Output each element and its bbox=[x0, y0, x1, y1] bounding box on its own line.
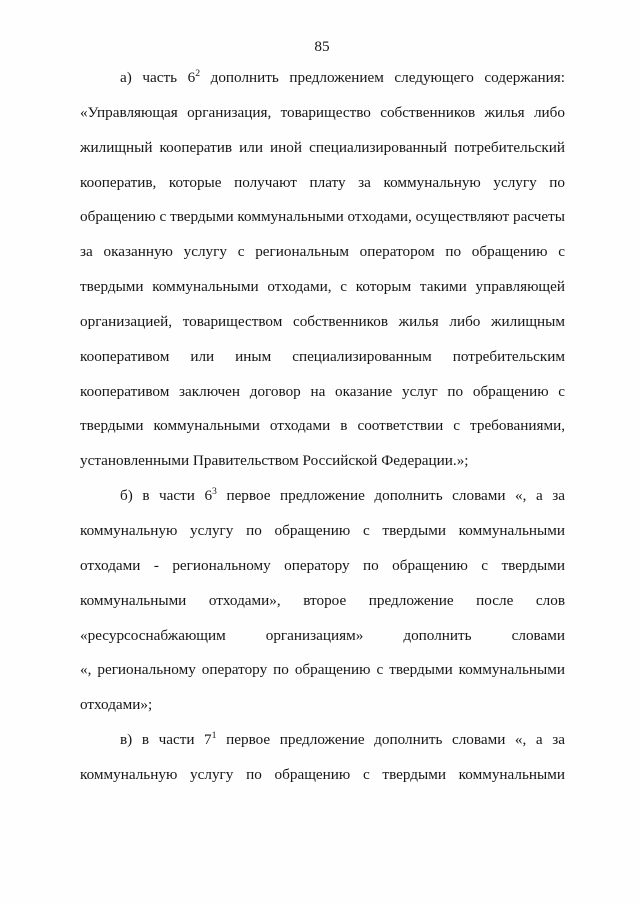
text-line: отходами - региональному оператору по обращению с твердыми bbox=[80, 556, 565, 574]
line-text: в) в части 7 bbox=[120, 731, 212, 749]
text-line bbox=[80, 723, 565, 758]
line-text: первое предложение дополнить словами «, а за bbox=[216, 731, 565, 749]
text-line bbox=[80, 61, 565, 96]
paragraph-item-a bbox=[80, 61, 565, 479]
text-line: жилищный кооператив или иной специализированный потребительский bbox=[80, 138, 565, 156]
line-text: дополнить предложением следующего содержания: bbox=[200, 69, 565, 86]
text-line: организацией, товариществом собственников жилья либо жилищным bbox=[80, 312, 565, 330]
line-text: а) часть 6 bbox=[120, 69, 196, 86]
superscript: 2 bbox=[195, 67, 201, 79]
paragraph-item-b bbox=[80, 479, 565, 723]
text-line: за оказанную услугу с региональным оператором по обращению с bbox=[80, 243, 565, 261]
text-line: кооператив, которые получают плату за коммунальную услугу по bbox=[80, 173, 565, 191]
text-line: твердыми коммунальными отходами, с которым такими управляющей bbox=[80, 278, 565, 296]
line-text: первое предложение дополнить словами «, а за bbox=[216, 487, 565, 505]
page-number: 85 bbox=[314, 38, 330, 55]
document-body bbox=[80, 61, 565, 793]
text-line bbox=[80, 479, 565, 514]
text-line: «, региональному оператору по обращению с твердыми коммунальными bbox=[80, 661, 565, 679]
text-line: отходами»; bbox=[80, 696, 153, 714]
text-line: кооперативом или иным специализированным потребительским bbox=[80, 347, 565, 365]
text-line: коммунальными отходами», второе предложение после слов bbox=[80, 591, 565, 609]
line-text: б) в части 6 bbox=[120, 487, 213, 505]
text-line: коммунальную услугу по обращению с твердыми коммунальными bbox=[80, 521, 565, 539]
text-line: коммунальную услугу по обращению с твердыми коммунальными bbox=[80, 765, 565, 783]
superscript: 3 bbox=[212, 486, 217, 498]
paragraph-item-c bbox=[80, 723, 565, 793]
text-line: установленными Правительством Российской Федерации.»; bbox=[80, 452, 469, 470]
text-line: «Управляющая организация, товарищество собственников жилья либо bbox=[80, 103, 565, 121]
text-line: твердыми коммунальными отходами в соответствии с требованиями, bbox=[80, 417, 565, 435]
text-line: кооперативом заключен договор на оказание услуг по обращению с bbox=[80, 382, 565, 400]
superscript: 1 bbox=[211, 730, 217, 741]
text-line: обращению с твердыми коммунальными отходами, осуществляют расчеты bbox=[80, 208, 565, 226]
text-line: «ресурсоснабжающим организациям» дополнить словами bbox=[80, 626, 565, 644]
